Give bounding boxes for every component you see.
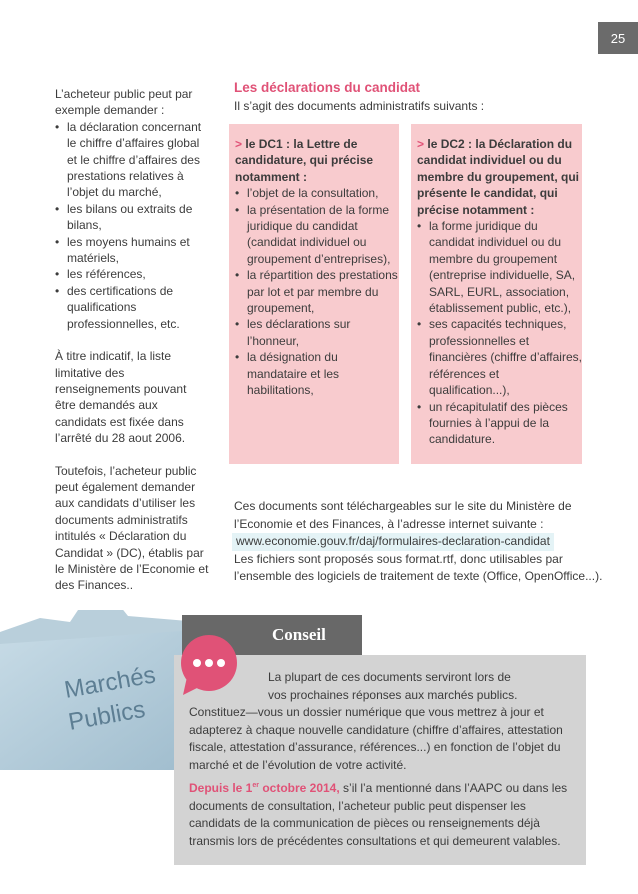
conseil-text-a-line2: vos prochaines réponses aux marchés publics. [268, 687, 518, 702]
conseil-title: Conseil [182, 615, 362, 655]
dc1-heading [235, 136, 399, 185]
date-lead: Depuis le 1 [189, 781, 253, 795]
list-item: • les déclarations sur l’honneur, [235, 316, 399, 349]
page-number: 25 [598, 22, 638, 54]
dc2-box [411, 124, 582, 464]
documents-line-2: Les fichiers sont proposés sous format.rtf, donc utilisables par l’ensemble des logiciels de traitement de texte (Office, OpenOffice...). [234, 551, 603, 583]
date-tail: octobre 2014, [258, 781, 340, 795]
left-intro: L’acheteur public peut par exemple demander : [55, 87, 193, 118]
dc2-marker: > [417, 137, 425, 151]
list-item: • un récapitulatif des pièces fournies à l’appui de la candidature. [417, 399, 582, 448]
dc1-marker: > [235, 137, 243, 151]
list-item: • les références, [55, 266, 210, 282]
conseil-text-b: Constituez—vous un dossier numérique que vous mettrez à jour et adapterez à chaque nouvelle candidature (chiffre d’affaires, attestation fiscale, attestation d’assurance, références...) en fonction de l’objet du marché et de l’évolution de votre activité. [189, 705, 563, 772]
conseil-text-c [189, 780, 579, 850]
list-item: • les moyens humains et matériels, [55, 234, 210, 267]
left-paragraph-3: Toutefois, l’acheteur public peut également demander aux candidats d’utiliser les documents administratifs intitulés « Déclaration du Candidat » (DC), établis par le Ministère de l’Economie et des Finances.. [55, 463, 209, 593]
list-item: • la désignation du mandataire et les habilitations, [235, 349, 399, 398]
dc2-list [417, 218, 582, 448]
download-link[interactable]: www.economie.gouv.fr/daj/formulaires-declaration-candidat [232, 533, 554, 551]
left-list [55, 119, 210, 332]
speech-bubble-icon [177, 633, 241, 697]
dc1-box [229, 124, 399, 464]
list-item: • les bilans ou extraits de bilans, [55, 201, 210, 234]
list-item: • la présentation de la forme juridique du candidat (candidat individuel ou groupement d’entreprises), [235, 202, 399, 268]
conseil-text-a-line1: La plupart de ces documents serviront lors de [268, 670, 511, 684]
list-item: • la répartition des prestations par lot et par membre du groupement, [235, 267, 399, 316]
date-highlight [189, 781, 340, 795]
list-item: • la déclaration concernant le chiffre d’affaires global et le chiffre d’affaires des prestations relatives à l’objet du marché, [55, 119, 210, 201]
date-sup: er [252, 782, 259, 789]
list-item: • ses capacités techniques, professionnelles et financières (chiffre d’affaires, références et qualification...), [417, 316, 582, 398]
documents-paragraph [234, 498, 604, 586]
conseil-text-c-body: s’il l’a mentionné dans l’AAPC ou dans les documents de consultation, l’acheteur public peut dispenser les candidats de la communication de pièces ou renseignements déjà transmis lors de précédentes consultations et qui demeurent valables. [189, 781, 568, 848]
dc2-heading [417, 136, 582, 218]
list-item: • des certifications de qualifications professionnelles, etc. [55, 283, 210, 332]
section-intro: Il s’agit des documents administratifs suivants : [234, 99, 485, 113]
left-column [55, 86, 210, 610]
section-title: Les déclarations du candidat [234, 80, 421, 95]
left-paragraph-2: À titre indicatif, la liste limitative des renseignements pouvant être demandés aux candidats est fixée dans l’arrêté du 28 aout 2006. [55, 349, 187, 446]
folder-label-line1: Marchés [62, 661, 158, 704]
conseil-text-a [268, 669, 568, 704]
list-item: • la forme juridique du candidat individuel ou du membre du groupement (entreprise individuelle, SA, SARL, EURL, association, établissement public, etc.), [417, 218, 582, 316]
documents-line-1: Ces documents sont téléchargeables sur le site du Ministère de l’Economie et des Finances, à l’adresse internet suivante : [234, 499, 572, 531]
dc1-list [235, 185, 399, 398]
dc2-heading-text: le DC2 : la Déclaration du candidat individuel ou du membre du groupement, qui présente le candidat, qui précise notamment : [417, 137, 580, 217]
folder-label-line2: Publics [66, 695, 148, 736]
dc1-heading-text: le DC1 : la Lettre de candidature, qui précise notamment : [235, 137, 374, 184]
list-item: • l’objet de la consultation, [235, 185, 399, 201]
folder-illustration [0, 610, 200, 770]
